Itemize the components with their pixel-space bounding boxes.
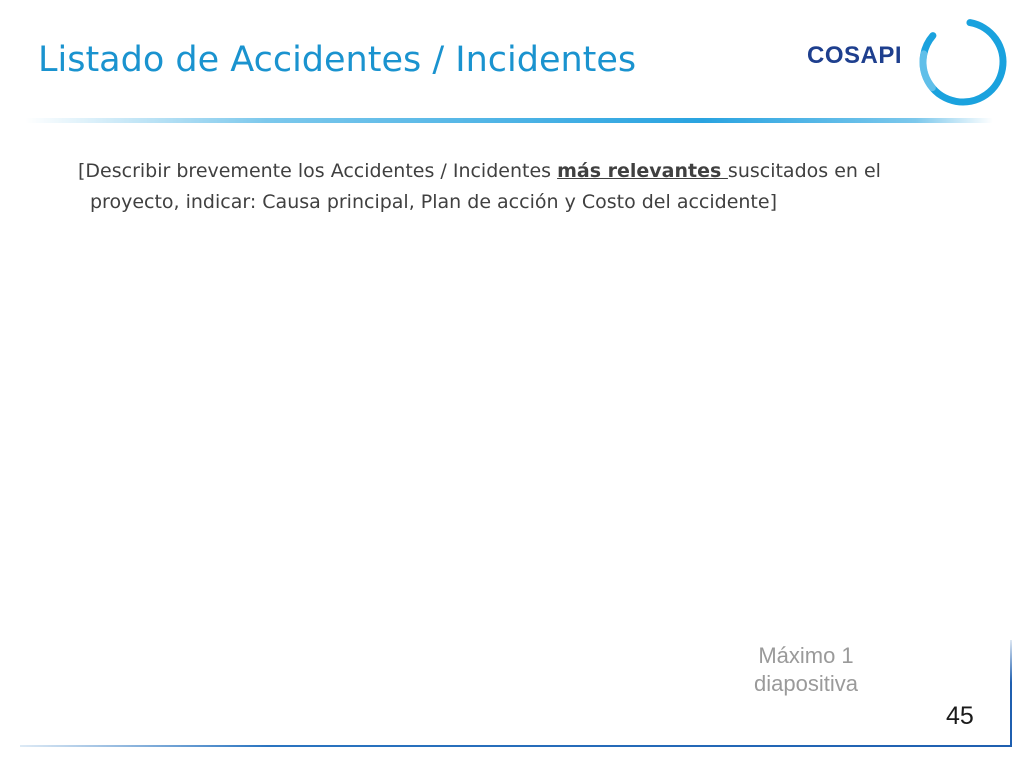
slide-body-text (78, 156, 958, 218)
slide-limit-note (720, 642, 892, 698)
slide-title: Listado de Accidentes / Incidentes (38, 40, 637, 80)
brand-logo-text: COSAPI (807, 42, 903, 69)
body-text-emphasis: más relevantes (557, 160, 728, 182)
frame-bottom-border (20, 745, 1012, 747)
slide-limit-note-line2: diapositiva (754, 671, 858, 696)
cosapi-ring-logo-icon (915, 14, 1011, 110)
body-text-start: [Describir brevemente los Accidentes / Incidentes (78, 160, 558, 182)
frame-right-border (1010, 640, 1012, 747)
title-divider (25, 118, 993, 123)
page-number: 45 (946, 702, 974, 730)
slide-limit-note-line1: Máximo 1 (758, 643, 854, 668)
body-text-line2: proyecto, indicar: Causa principal, Plan de acción y Costo del accidente] (90, 191, 777, 213)
body-text-end: suscitados en el (727, 160, 881, 182)
